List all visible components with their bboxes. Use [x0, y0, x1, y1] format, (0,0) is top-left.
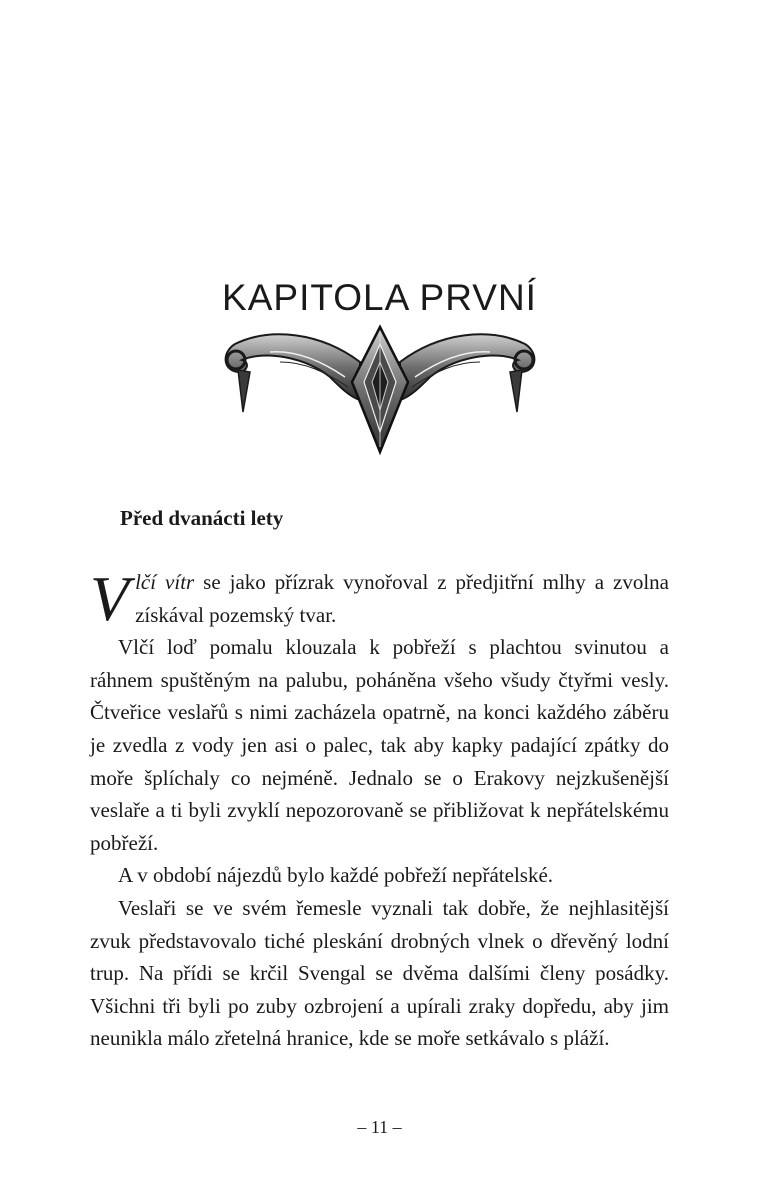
first-paragraph-text: se jako přízrak vynořoval z předjitřní mlhy a zvolna získával pozemský tvar. — [135, 570, 669, 627]
section-subtitle: Před dvanácti lety — [120, 506, 284, 530]
ship-name: lčí vítr — [135, 570, 195, 594]
page-number: – 11 – — [357, 1117, 402, 1137]
winged-ornament-icon — [210, 322, 550, 457]
drop-cap: V — [90, 563, 130, 634]
chapter-title: KAPITOLA PRVNÍ — [222, 276, 537, 318]
paragraph: A v období nájezdů bylo každé pobřeží nepřátelské. — [118, 863, 554, 888]
first-paragraph — [90, 563, 669, 634]
paragraph: Vlčí loď pomalu klouzala k pobřeží s plachtou svinutou a ráhnem spuštěným na palubu, poháněna všeho všudy čtyřmi vesly. Čtveřice veslařů s nimi zacházela opatrně, na konci každého záběru je zvedla z vody jen asi o palec, tak aby kapky padající zpátky do moře šplíchaly co nejméně. Jednalo se o Erakovy nejzkušenější veslaře a ti byli zvyklí nepozorovaně se přibližovat k nepřátelskému pobřeží. — [90, 635, 669, 855]
body-text — [90, 563, 669, 1055]
paragraph: Veslaři se ve svém řemesle vyznali tak dobře, že nejhlasitější zvuk představovalo tiché pleskání drobných vlnek o dřevěný lodní trup. Na přídi se krčil Svengal se dvěma dalšími členy posádky. Všichni tři byli po zuby ozbrojení a upírali zraky dopředu, aby jim neunikla málo zřetelná hranice, kde se moře setkávalo s pláží. — [90, 895, 669, 1051]
